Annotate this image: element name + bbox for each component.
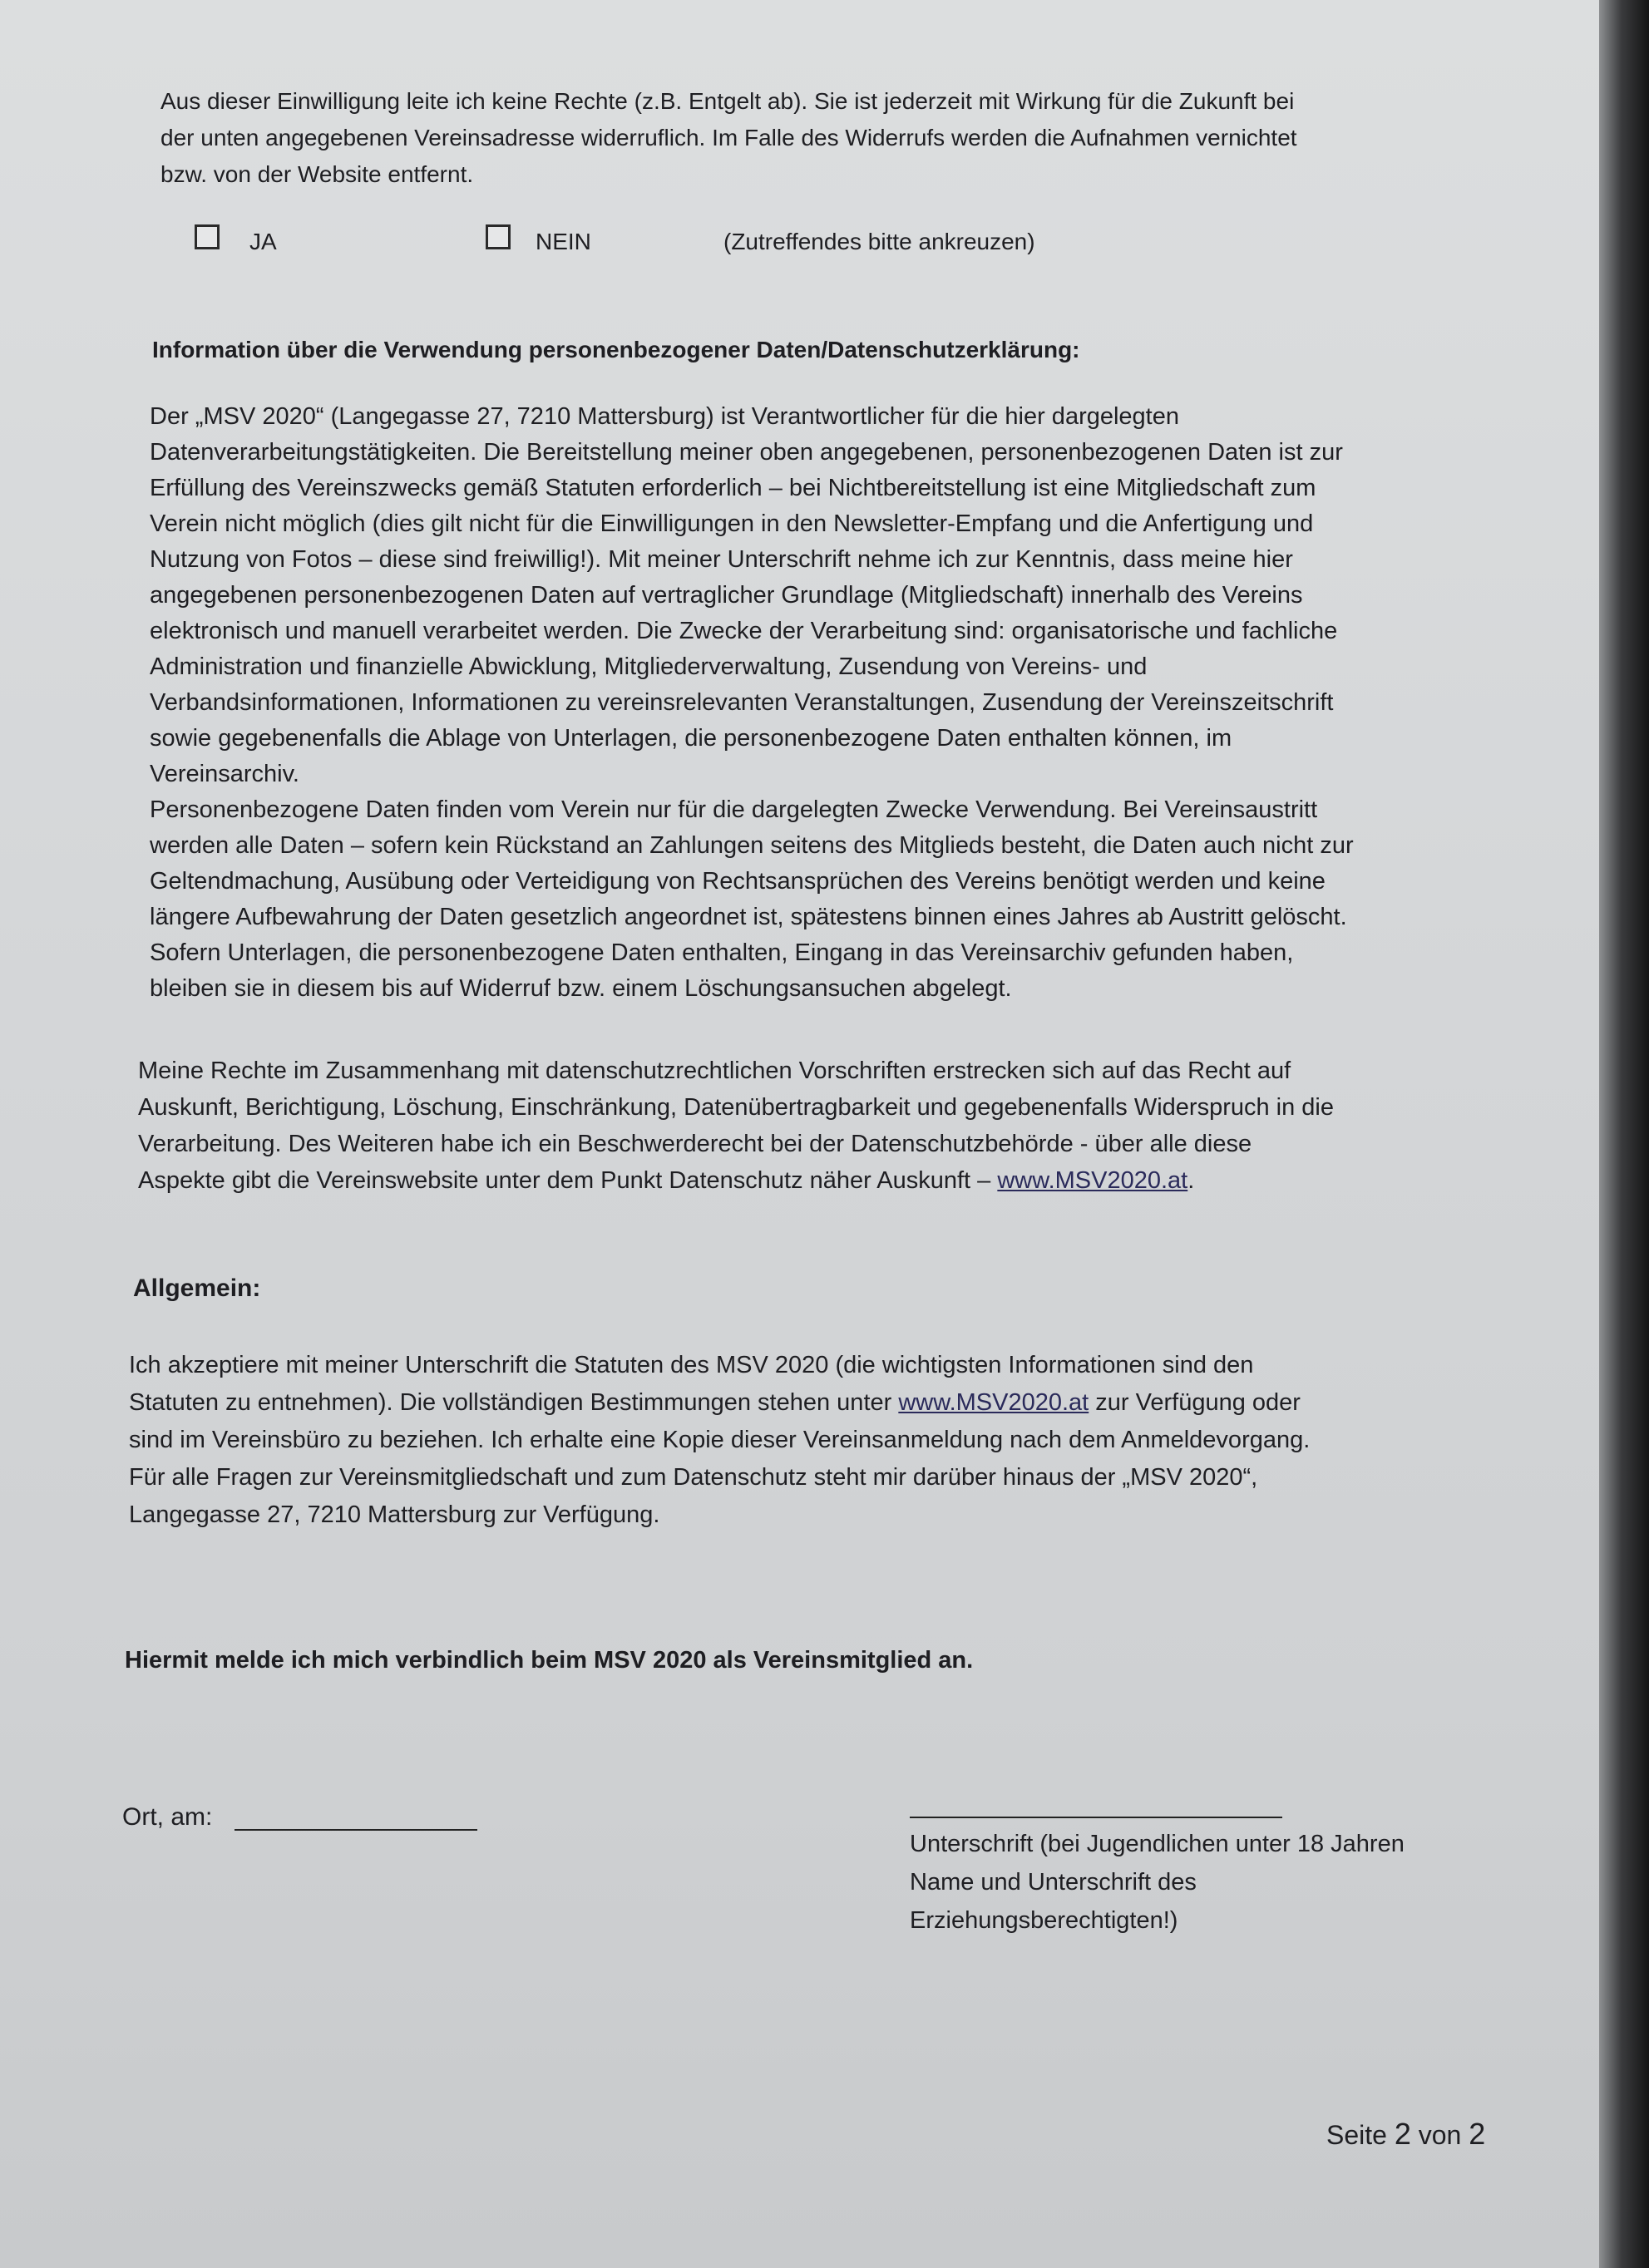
website-link[interactable]: www.MSV2020.at [898,1389,1089,1416]
rights-line-last [138,1162,1334,1199]
privacy-paragraph-1 [150,399,1354,1007]
page-number [1326,2117,1485,2152]
rights-line: Meine Rechte im Zusammenhang mit datenschutzrechtlichen Vorschriften erstrecken sich auf das Recht auf [138,1058,1291,1084]
general-heading: Allgemein: [133,1275,261,1302]
page-edge-shadow [1599,0,1649,2268]
consent-line: der unten angegebenen Vereinsadresse widerruflich. Im Falle des Widerrufs werden die Aufnahmen vernichtet [160,125,1297,150]
consent-line: bzw. von der Website entfernt. [160,161,474,187]
privacy-line: sowie gegebenenfalls die Ablage von Unterlagen, die personenbezogene Daten enthalten können, im [150,725,1232,752]
rights-line: Verarbeitung. Des Weiteren habe ich ein Beschwerderecht bei der Datenschutzbehörde - über alle diese [138,1131,1252,1157]
signature-field[interactable] [910,1817,1282,1818]
page-number-prefix: Seite [1326,2120,1395,2150]
privacy-line: Nutzung von Fotos – diese sind freiwillig!). Mit meiner Unterschrift nehme ich zur Kenntnis, dass meine hier [150,546,1293,573]
yes-checkbox[interactable] [195,224,220,249]
privacy-line: elektronisch und manuell verarbeitet werden. Die Zwecke der Verarbeitung sind: organisatorische und fachliche [150,618,1338,644]
general-line: Langegasse 27, 7210 Mattersburg zur Verfügung. [129,1501,660,1528]
consent-line: Aus dieser Einwilligung leite ich keine Rechte (z.B. Entgelt ab). Sie ist jederzeit mit Wirkung für die Zukunft bei [160,88,1295,114]
general-line-suffix: zur Verfügung oder [1089,1389,1301,1416]
general-line: sind im Vereinsbüro zu beziehen. Ich erhalte eine Kopie dieser Vereinsanmeldung nach dem Anmeldevorgang. [129,1427,1311,1453]
page-number-middle: von [1410,2120,1469,2150]
privacy-paragraph-2 [138,1053,1334,1199]
privacy-line: Der „MSV 2020“ (Langegasse 27, 7210 Mattersburg) ist Verantwortlicher für die hier dargelegten [150,403,1179,430]
privacy-heading: Information über die Verwendung personenbezogener Daten/Datenschutzerklärung: [152,337,1080,362]
yes-label: JA [249,229,277,254]
privacy-line: werden alle Daten – sofern kein Rückstand an Zahlungen seitens des Mitglieds besteht, die Daten auch nicht zur [150,832,1354,859]
rights-line-prefix: Aspekte gibt die Vereinswebsite unter dem Punkt Datenschutz näher Auskunft – [138,1167,998,1194]
privacy-line: Sofern Unterlagen, die personenbezogene Daten enthalten, Eingang in das Vereinsarchiv gefunden haben, [150,939,1294,966]
signature-caption-line: Name und Unterschrift des [910,1869,1197,1896]
general-line-prefix: Statuten zu entnehmen). Die vollständigen Bestimmungen stehen unter [129,1389,899,1416]
page-number-current: 2 [1394,2117,1411,2151]
consent-paragraph [160,83,1297,193]
privacy-line: Verein nicht möglich (dies gilt nicht für die Einwilligungen in den Newsletter-Empfang und die Anfertigung und [150,510,1314,537]
registration-statement: Hiermit melde ich mich verbindlich beim MSV 2020 als Vereinsmitglied an. [125,1647,974,1674]
website-link[interactable]: www.MSV2020.at [997,1167,1188,1194]
signature-caption-line: Erziehungsberechtigten!) [910,1907,1178,1934]
general-line [129,1384,1310,1422]
privacy-line: Administration und finanzielle Abwicklung, Mitgliederverwaltung, Zusendung von Vereins- und [150,653,1148,680]
privacy-line: Geltendmachung, Ausübung oder Verteidigung von Rechtsansprüchen des Vereins benötigt werden und keine [150,868,1326,895]
signature-caption-line: Unterschrift (bei Jugendlichen unter 18 Jahren [910,1831,1405,1857]
privacy-line: angegebenen personenbezogenen Daten auf vertraglicher Grundlage (Mitgliedschaft) innerhalb des Vereins [150,582,1303,609]
privacy-line: Personenbezogene Daten finden vom Verein nur für die dargelegten Zwecke Verwendung. Bei Vereinsaustritt [150,796,1318,823]
page-number-total: 2 [1469,2117,1486,2151]
privacy-line: längere Aufbewahrung der Daten gesetzlich angeordnet ist, spätestens binnen eines Jahres ab Austritt gelöscht. [150,904,1347,930]
privacy-line: Verbandsinformationen, Informationen zu vereinsrelevanten Veranstaltungen, Zusendung der Vereinszeitschrift [150,689,1334,716]
no-checkbox[interactable] [486,224,511,249]
general-paragraph [129,1347,1310,1534]
rights-line: Auskunft, Berichtigung, Löschung, Einschränkung, Datenübertragbarkeit und gegebenenfalls Widerspruch in die [138,1094,1335,1121]
privacy-line: bleiben sie in diesem bis auf Widerruf bzw. einem Löschungsansuchen abgelegt. [150,975,1012,1002]
no-label: NEIN [536,229,591,254]
privacy-line: Vereinsarchiv. [150,761,299,787]
place-date-field[interactable] [235,1829,477,1831]
signature-caption [910,1825,1405,1940]
place-date-label: Ort, am: [122,1803,213,1831]
privacy-line: Erfüllung des Vereinszwecks gemäß Statuten erforderlich – bei Nichtbereitstellung ist eine Mitgliedschaft zum [150,475,1316,501]
general-line: Für alle Fragen zur Vereinsmitgliedschaft und zum Datenschutz steht mir darüber hinaus der „MSV 2020“, [129,1464,1258,1491]
privacy-line: Datenverarbeitungstätigkeiten. Die Bereitstellung meiner oben angegebenen, personenbezogenen Daten ist zur [150,439,1343,466]
rights-line-suffix: . [1187,1167,1195,1194]
general-line: Ich akzeptiere mit meiner Unterschrift die Statuten des MSV 2020 (die wichtigsten Informationen sind den [129,1352,1254,1378]
checkbox-hint: (Zutreffendes bitte ankreuzen) [723,229,1035,254]
